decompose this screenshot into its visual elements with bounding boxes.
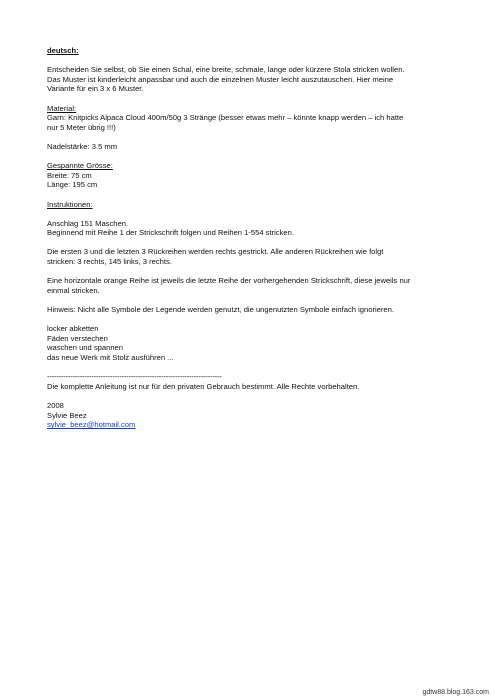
orange-line: einmal stricken. [47,285,100,295]
material-section [47,104,457,133]
dashed-divider: --------------------------------------------------------------------------- [47,372,222,382]
size-width: Breite: 75 cm [47,170,92,180]
finishing-item: das neue Werk mit Stolz ausführen ... [47,353,174,362]
instructions-heading-block [47,200,457,210]
document-body [47,46,457,439]
hint-line: Hinweis: Nicht alle Symbole der Legende werden genutzt, die ungenutzten Symbole einfach ignorieren. [47,305,394,315]
material-line: Garn: Knitpicks Alpaca Cloud 400m/50g 3 Stränge (besser etwas mehr – könnte knapp werden – ich hatte [47,113,404,123]
signature-block [47,401,457,430]
material-heading: Material: [47,103,77,113]
finishing-list [47,324,457,362]
rows-line: stricken: 3 rechts, 145 links, 3 rechts. [47,257,172,267]
copyright-block [47,372,457,391]
cast-on-line: Anschlag 151 Maschen. [47,218,129,228]
needle-paragraph [47,142,457,152]
rows-paragraph [47,247,457,266]
intro-line: Entscheiden Sie selbst, ob Sie einen Schal, eine breite, schmale, lange oder kürzere Stola stricken wollen. [47,65,405,75]
intro-line: Variante für ein 3 x 6 Muster. [47,84,144,94]
size-section [47,161,457,190]
material-line: nur 5 Meter übrig !!!) [47,122,116,132]
needle-size: Nadelstärke: 3.5 mm [47,141,118,151]
size-length: Länge: 195 cm [47,180,98,190]
document-title: deutsch: [47,46,79,55]
author-name: Sylvie Beez [47,410,87,420]
orange-line: Eine horizontale orange Reihe ist jeweils die letzte Reihe der vorhergehenden Strickschrift, diese jeweils nur [47,276,411,286]
size-heading: Gespannte Grösse: [47,161,113,171]
blog-watermark: gdtw88.blog.163.com [422,689,489,696]
finishing-item: locker abketten [47,324,99,334]
finishing-item: waschen und spannen [47,343,123,353]
intro-paragraph [47,65,457,94]
cast-on-paragraph [47,219,457,238]
finishing-item: Fäden verstechen [47,333,108,343]
year: 2008 [47,400,64,410]
copyright-notice: Die komplette Anleitung ist nur für den privaten Gebrauch bestimmt. Alle Rechte vorbehalten. [47,381,360,391]
rows-line: Die ersten 3 und die letzten 3 Rückreihen werden rechts gestrickt. Alle anderen Rückreihen wie folgt [47,247,384,257]
start-line: Beginnend mit Reihe 1 der Strickschrift folgen und Reihen 1-554 stricken. [47,228,294,238]
orange-row-paragraph [47,276,457,295]
intro-line: Das Muster ist kinderleicht anpassbar und auch die einzelnen Muster leicht auszutauschen. Hier meine [47,74,394,84]
hint-paragraph [47,305,457,315]
instructions-heading: Instruktionen: [47,199,93,209]
title-block [47,46,457,56]
email-link[interactable]: sylvie_beez@hotmail.com [47,420,136,430]
